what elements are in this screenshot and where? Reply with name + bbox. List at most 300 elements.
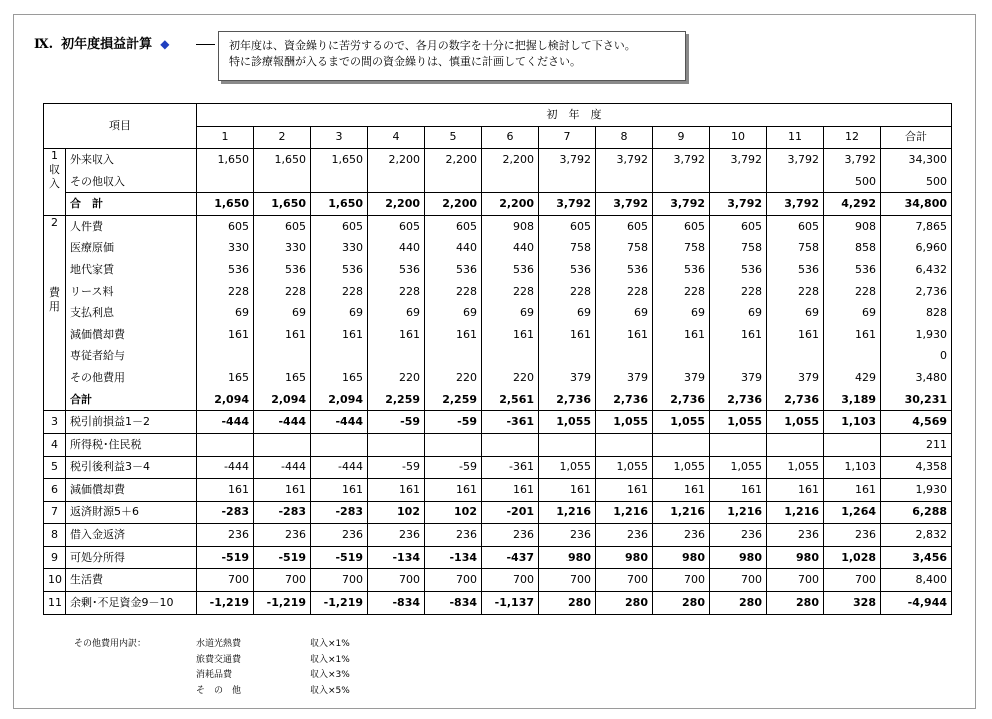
total-cell: 34,300	[881, 149, 952, 171]
value-cell: 605	[311, 215, 368, 237]
value-cell	[767, 433, 824, 456]
total-cell: 500	[881, 171, 952, 193]
value-cell: 536	[653, 259, 710, 281]
value-cell: 1,650	[197, 149, 254, 171]
total-cell: 1,930	[881, 324, 952, 346]
value-cell: 700	[539, 569, 596, 592]
table-row-total	[44, 389, 952, 411]
value-cell	[710, 346, 767, 368]
value-cell: 4,292	[824, 193, 881, 216]
value-cell: 980	[539, 546, 596, 569]
value-cell: 280	[596, 592, 653, 615]
value-cell: 3,792	[539, 149, 596, 171]
value-cell: 1,055	[767, 456, 824, 479]
row-label: その他費用	[66, 367, 197, 389]
value-cell: 2,259	[425, 389, 482, 411]
value-cell: -444	[197, 411, 254, 434]
total-cell: 3,456	[881, 546, 952, 569]
item-header: 項目	[44, 104, 197, 149]
value-cell: 536	[197, 259, 254, 281]
value-cell: 228	[596, 281, 653, 303]
footnote-item-rate: 収入×1%	[310, 654, 350, 665]
table-row	[44, 281, 952, 303]
value-cell: 3,792	[710, 193, 767, 216]
row-label: 税引前損益1－2	[66, 411, 197, 434]
value-cell: 330	[197, 238, 254, 260]
value-cell: 700	[482, 569, 539, 592]
total-cell: 2,736	[881, 281, 952, 303]
value-cell: 379	[710, 367, 767, 389]
row-label: 地代家賃	[66, 259, 197, 281]
value-cell: 536	[482, 259, 539, 281]
value-cell	[254, 346, 311, 368]
value-cell: -444	[254, 456, 311, 479]
value-cell: 605	[710, 215, 767, 237]
value-cell: 3,189	[824, 389, 881, 411]
value-cell	[197, 346, 254, 368]
value-cell: 700	[596, 569, 653, 592]
value-cell: 605	[197, 215, 254, 237]
value-cell: 330	[311, 238, 368, 260]
group-spacer	[48, 230, 61, 286]
period-header: 初 年 度	[197, 104, 952, 127]
row-label: 生活費	[66, 569, 197, 592]
value-cell: 3,792	[767, 193, 824, 216]
value-cell: 161	[197, 479, 254, 502]
value-cell: 161	[425, 324, 482, 346]
row-number: 3	[44, 411, 66, 434]
value-cell: 700	[197, 569, 254, 592]
value-cell: 161	[653, 479, 710, 502]
value-cell: 2,094	[254, 389, 311, 411]
table-row-total	[44, 193, 952, 216]
value-cell: 2,736	[539, 389, 596, 411]
value-cell: -444	[311, 456, 368, 479]
value-cell: 165	[254, 367, 311, 389]
value-cell: 69	[482, 302, 539, 324]
value-cell: 440	[425, 238, 482, 260]
value-cell: -834	[425, 592, 482, 615]
value-cell: 758	[539, 238, 596, 260]
note-line-1: 初年度は、資金繰りに苦労するので、各月の数字を十分に把握し検討して下さい。	[229, 39, 636, 52]
footnote-item-rate: 収入×5%	[310, 685, 350, 696]
value-cell: 700	[824, 569, 881, 592]
value-cell: 236	[482, 524, 539, 547]
value-cell: 2,561	[482, 389, 539, 411]
value-cell	[368, 433, 425, 456]
total-cell: -4,944	[881, 592, 952, 615]
value-cell: 228	[482, 281, 539, 303]
value-cell: 1,216	[539, 501, 596, 524]
value-cell	[482, 433, 539, 456]
value-cell: -59	[368, 456, 425, 479]
value-cell: 379	[653, 367, 710, 389]
value-cell: 1,216	[653, 501, 710, 524]
value-cell: 700	[767, 569, 824, 592]
table-row	[44, 456, 952, 479]
month-header: 8	[596, 126, 653, 149]
table-row	[44, 346, 952, 368]
value-cell: 1,055	[767, 411, 824, 434]
value-cell: 236	[710, 524, 767, 547]
value-cell: -444	[254, 411, 311, 434]
row-label: 税引後利益3－4	[66, 456, 197, 479]
value-cell: 1,055	[539, 456, 596, 479]
value-cell: 161	[311, 324, 368, 346]
value-cell: 161	[482, 479, 539, 502]
value-cell: -519	[197, 546, 254, 569]
value-cell: 2,200	[482, 149, 539, 171]
value-cell: 69	[824, 302, 881, 324]
value-cell: 605	[653, 215, 710, 237]
value-cell: 161	[824, 324, 881, 346]
value-cell: 69	[311, 302, 368, 324]
value-cell: 1,055	[539, 411, 596, 434]
callout-connector	[196, 44, 215, 45]
value-cell: 236	[767, 524, 824, 547]
footnote	[74, 637, 374, 699]
value-cell	[710, 433, 767, 456]
month-header: 6	[482, 126, 539, 149]
value-cell: 161	[824, 479, 881, 502]
footnote-item-rate: 収入×3%	[310, 670, 350, 680]
value-cell: 1,055	[710, 411, 767, 434]
value-cell: 161	[425, 479, 482, 502]
value-cell	[368, 171, 425, 193]
value-cell: -1,219	[197, 592, 254, 615]
row-label: 減価償却費	[66, 479, 197, 502]
value-cell	[824, 346, 881, 368]
value-cell: 758	[596, 238, 653, 260]
value-cell: 236	[596, 524, 653, 547]
table-row	[44, 546, 952, 569]
value-cell: 236	[311, 524, 368, 547]
total-cell: 30,231	[881, 389, 952, 411]
table-row	[44, 215, 952, 237]
value-cell: 69	[368, 302, 425, 324]
value-cell: 3,792	[767, 149, 824, 171]
month-header: 9	[653, 126, 710, 149]
value-cell: 228	[710, 281, 767, 303]
row-number: 10	[44, 569, 66, 592]
value-cell: 69	[254, 302, 311, 324]
value-cell: 161	[254, 324, 311, 346]
value-cell: 700	[710, 569, 767, 592]
value-cell: 161	[368, 479, 425, 502]
value-cell: 536	[311, 259, 368, 281]
profit-loss-table	[43, 103, 952, 615]
value-cell: 1,055	[596, 411, 653, 434]
value-cell: -59	[425, 411, 482, 434]
value-cell	[596, 346, 653, 368]
row-label: 借入金返済	[66, 524, 197, 547]
value-cell: -444	[311, 411, 368, 434]
row-number: 11	[44, 592, 66, 615]
value-cell	[824, 433, 881, 456]
total-cell: 211	[881, 433, 952, 456]
group-label-char: 用	[49, 299, 60, 313]
value-cell: 3,792	[824, 149, 881, 171]
total-cell: 6,960	[881, 238, 952, 260]
value-cell: 1,650	[254, 149, 311, 171]
value-cell: 536	[539, 259, 596, 281]
value-cell	[767, 171, 824, 193]
value-cell: 1,028	[824, 546, 881, 569]
value-cell: 1,103	[824, 411, 881, 434]
value-cell: 228	[767, 281, 824, 303]
footnote-item-name: 旅費交通費	[196, 654, 242, 665]
table-row	[44, 367, 952, 389]
table-row	[44, 592, 952, 615]
value-cell: 220	[368, 367, 425, 389]
value-cell: 1,216	[767, 501, 824, 524]
row-label: リース料	[66, 281, 197, 303]
group-label-char: 収	[49, 163, 60, 177]
value-cell: 236	[368, 524, 425, 547]
value-cell: 3,792	[710, 149, 767, 171]
month-header: 12	[824, 126, 881, 149]
value-cell: 161	[311, 479, 368, 502]
value-cell: 228	[425, 281, 482, 303]
value-cell: 1,216	[596, 501, 653, 524]
value-cell: -134	[425, 546, 482, 569]
value-cell: 1,055	[653, 411, 710, 434]
value-cell: 69	[425, 302, 482, 324]
row-label: 外来収入	[66, 149, 197, 171]
value-cell: 236	[254, 524, 311, 547]
group-number: 2	[51, 215, 58, 229]
total-cell: 34,800	[881, 193, 952, 216]
month-header: 5	[425, 126, 482, 149]
row-number: 7	[44, 501, 66, 524]
value-cell	[653, 346, 710, 368]
value-cell: 980	[710, 546, 767, 569]
value-cell: 3,792	[653, 149, 710, 171]
value-cell: -1,219	[254, 592, 311, 615]
month-header: 1	[197, 126, 254, 149]
value-cell	[596, 171, 653, 193]
value-cell: 161	[254, 479, 311, 502]
value-cell: 605	[368, 215, 425, 237]
value-cell: 700	[653, 569, 710, 592]
table-row	[44, 149, 952, 171]
value-cell: -134	[368, 546, 425, 569]
value-cell: -59	[425, 456, 482, 479]
value-cell	[710, 171, 767, 193]
value-cell: 280	[539, 592, 596, 615]
month-header: 10	[710, 126, 767, 149]
value-cell: -519	[311, 546, 368, 569]
value-cell: 236	[824, 524, 881, 547]
value-cell: 69	[596, 302, 653, 324]
value-cell: -834	[368, 592, 425, 615]
table-row	[44, 411, 952, 434]
table-row	[44, 324, 952, 346]
row-number: 9	[44, 546, 66, 569]
value-cell: 605	[425, 215, 482, 237]
total-cell: 6,432	[881, 259, 952, 281]
table-row	[44, 302, 952, 324]
value-cell: 161	[767, 324, 824, 346]
value-cell: 280	[710, 592, 767, 615]
value-cell: 236	[539, 524, 596, 547]
row-label: 余剰･不足資金9－10	[66, 592, 197, 615]
value-cell: 165	[197, 367, 254, 389]
value-cell: 605	[254, 215, 311, 237]
group-label-char: 費	[49, 285, 60, 299]
value-cell: 1,055	[710, 456, 767, 479]
value-cell	[425, 171, 482, 193]
value-cell	[653, 433, 710, 456]
value-cell: 700	[254, 569, 311, 592]
value-cell	[539, 346, 596, 368]
value-cell: -444	[197, 456, 254, 479]
row-label: 医療原価	[66, 238, 197, 260]
value-cell: 2,094	[197, 389, 254, 411]
value-cell: 908	[482, 215, 539, 237]
row-label: その他収入	[66, 171, 197, 193]
value-cell: 161	[539, 479, 596, 502]
value-cell: 758	[767, 238, 824, 260]
value-cell: 2,736	[710, 389, 767, 411]
value-cell: 220	[482, 367, 539, 389]
value-cell	[482, 171, 539, 193]
value-cell	[482, 346, 539, 368]
value-cell: 980	[653, 546, 710, 569]
value-cell: 228	[539, 281, 596, 303]
value-cell: 2,200	[425, 149, 482, 171]
value-cell: 69	[767, 302, 824, 324]
diamond-marker-icon: ◆	[160, 37, 170, 51]
value-cell: 379	[767, 367, 824, 389]
month-header: 4	[368, 126, 425, 149]
row-number: 8	[44, 524, 66, 547]
value-cell: -283	[311, 501, 368, 524]
total-cell: 8,400	[881, 569, 952, 592]
section-number: Ⅸ.	[34, 37, 54, 52]
table-row	[44, 238, 952, 260]
value-cell	[539, 433, 596, 456]
table-row	[44, 501, 952, 524]
note-line-2: 特に診療報酬が入るまでの間の資金繰りは、慎重に計画してください。	[229, 55, 581, 68]
value-cell: 3,792	[653, 193, 710, 216]
value-cell: 2,200	[482, 193, 539, 216]
row-number: 4	[44, 433, 66, 456]
value-cell: 3,792	[539, 193, 596, 216]
footnote-item-name: 水道光熱費	[196, 639, 242, 649]
row-label: 返済財源5＋6	[66, 501, 197, 524]
total-cell: 4,569	[881, 411, 952, 434]
value-cell: 69	[710, 302, 767, 324]
value-cell	[311, 171, 368, 193]
value-cell: -437	[482, 546, 539, 569]
value-cell: 536	[254, 259, 311, 281]
table-row	[44, 259, 952, 281]
value-cell: 330	[254, 238, 311, 260]
value-cell: 1,650	[311, 193, 368, 216]
value-cell: 2,736	[653, 389, 710, 411]
row-number: 5	[44, 456, 66, 479]
row-number: 6	[44, 479, 66, 502]
value-cell: -201	[482, 501, 539, 524]
table-row	[44, 569, 952, 592]
value-cell: 1,216	[710, 501, 767, 524]
footnote-item-name: 消耗品費	[196, 670, 233, 680]
value-cell: 440	[368, 238, 425, 260]
value-cell: 69	[539, 302, 596, 324]
value-cell: 228	[197, 281, 254, 303]
value-cell: 379	[539, 367, 596, 389]
value-cell	[311, 433, 368, 456]
row-label: 所得税･住民税	[66, 433, 197, 456]
value-cell: 908	[824, 215, 881, 237]
value-cell: 980	[767, 546, 824, 569]
value-cell: 69	[197, 302, 254, 324]
value-cell	[197, 433, 254, 456]
month-header: 2	[254, 126, 311, 149]
value-cell	[425, 433, 482, 456]
value-cell: 280	[767, 592, 824, 615]
value-cell: -519	[254, 546, 311, 569]
value-cell: -1,219	[311, 592, 368, 615]
value-cell	[254, 433, 311, 456]
row-label: 減価償却費	[66, 324, 197, 346]
value-cell	[254, 171, 311, 193]
value-cell: -283	[254, 501, 311, 524]
value-cell: 700	[425, 569, 482, 592]
value-cell: 536	[425, 259, 482, 281]
value-cell: 69	[653, 302, 710, 324]
group-number: 1	[51, 149, 58, 163]
table-row	[44, 524, 952, 547]
value-cell: 161	[710, 479, 767, 502]
month-header: 7	[539, 126, 596, 149]
value-cell: 3,792	[596, 193, 653, 216]
total-cell: 4,358	[881, 456, 952, 479]
value-cell	[539, 171, 596, 193]
value-cell: 161	[368, 324, 425, 346]
value-cell	[596, 433, 653, 456]
value-cell: 228	[254, 281, 311, 303]
value-cell: 536	[710, 259, 767, 281]
group-revenue	[44, 149, 66, 216]
row-label: 合 計	[66, 193, 197, 216]
value-cell: 228	[368, 281, 425, 303]
value-cell: 3,792	[596, 149, 653, 171]
value-cell: 379	[596, 367, 653, 389]
value-cell: -361	[482, 411, 539, 434]
value-cell	[311, 346, 368, 368]
month-header: 11	[767, 126, 824, 149]
value-cell: 758	[710, 238, 767, 260]
value-cell: 280	[653, 592, 710, 615]
group-expense	[44, 215, 66, 410]
value-cell: 2,200	[368, 193, 425, 216]
value-cell	[425, 346, 482, 368]
month-header: 3	[311, 126, 368, 149]
table-header-row	[44, 104, 952, 127]
row-label: 可処分所得	[66, 546, 197, 569]
value-cell: 102	[368, 501, 425, 524]
total-cell: 7,865	[881, 215, 952, 237]
group-label-char: 入	[49, 177, 60, 191]
value-cell: 161	[539, 324, 596, 346]
value-cell: 536	[596, 259, 653, 281]
value-cell: 165	[311, 367, 368, 389]
value-cell: 2,259	[368, 389, 425, 411]
value-cell: 1,055	[596, 456, 653, 479]
value-cell: 429	[824, 367, 881, 389]
